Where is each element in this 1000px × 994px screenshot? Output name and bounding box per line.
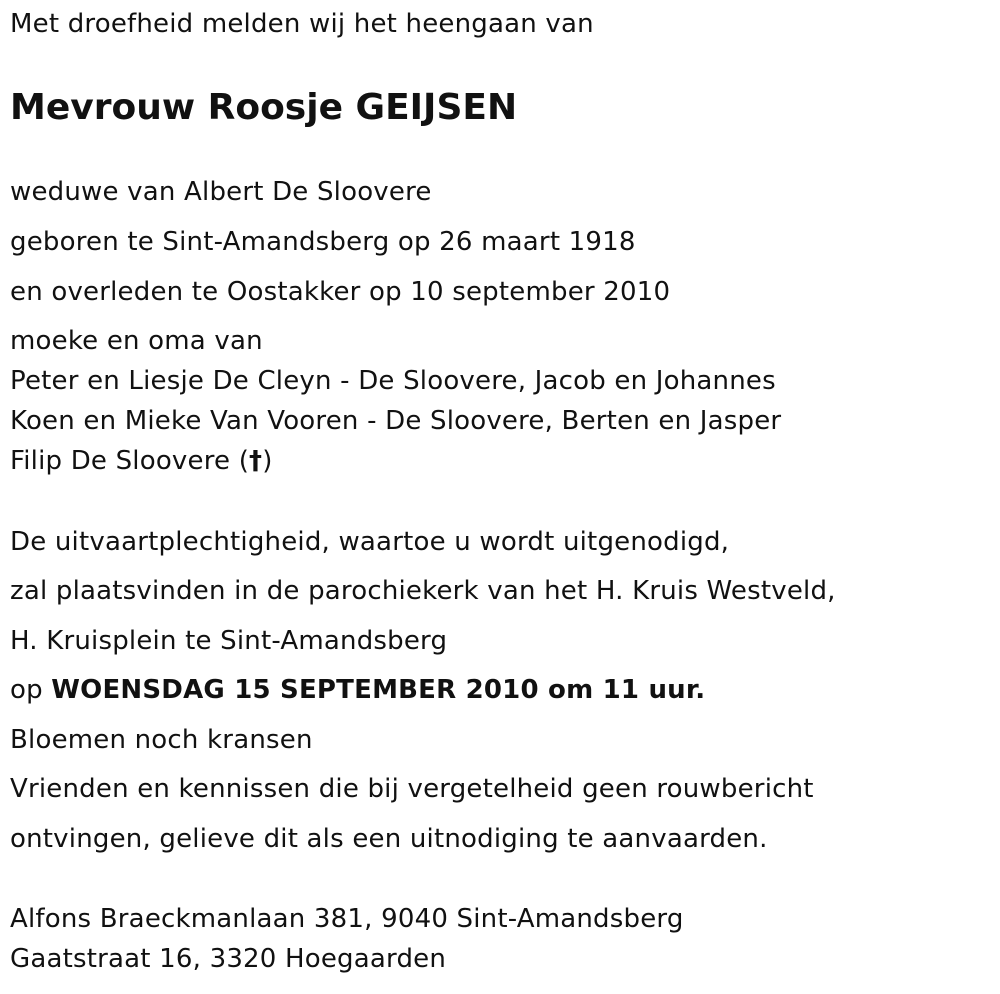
family-intro-text: moeke en oma van	[10, 326, 263, 356]
date-bold: WOENSDAG 15 SEPTEMBER 2010 om 11 uur.	[51, 675, 706, 705]
deceased-name: Mevrouw Roosje GEIJSEN	[10, 87, 518, 128]
family-line: Peter en Liesje De Cleyn - De Sloovere, Jacob en Johannes	[10, 366, 776, 396]
ceremony-line: H. Kruisplein te Sint-Amandsberg	[10, 626, 448, 656]
ceremony-line: zal plaatsvinden in de parochiekerk van het H. Kruis Westveld,	[10, 576, 836, 606]
family-last-close: )	[262, 446, 273, 476]
friends-line: Vrienden en kennissen die bij vergetelheid geen rouwbericht	[10, 774, 814, 804]
family-last-name: Filip De Sloovere (	[10, 446, 250, 476]
intro-text: Met droefheid melden wij het heengaan van	[10, 9, 594, 39]
family-line-last	[10, 445, 273, 477]
address-line: Alfons Braeckmanlaan 381, 9040 Sint-Amandsberg	[10, 904, 684, 934]
date-prefix: op	[10, 675, 52, 705]
friends-line: ontvingen, gelieve dit als een uitnodiging te aanvaarden.	[10, 824, 768, 854]
family-line: Koen en Mieke Van Vooren - De Sloovere, Berten en Jasper	[10, 406, 782, 436]
birth-text: geboren te Sint-Amandsberg op 26 maart 1918	[10, 227, 636, 257]
death-text: en overleden te Oostakker op 10 september 2010	[10, 277, 671, 307]
address-line: Gaatstraat 16, 3320 Hoegaarden	[10, 944, 447, 974]
ceremony-date	[10, 674, 705, 706]
flowers-text: Bloemen noch kransen	[10, 725, 313, 755]
widow-of-text: weduwe van Albert De Sloovere	[10, 177, 432, 207]
ceremony-line: De uitvaartplechtigheid, waartoe u wordt uitgenodigd,	[10, 527, 730, 557]
cross-icon: †	[249, 446, 263, 476]
